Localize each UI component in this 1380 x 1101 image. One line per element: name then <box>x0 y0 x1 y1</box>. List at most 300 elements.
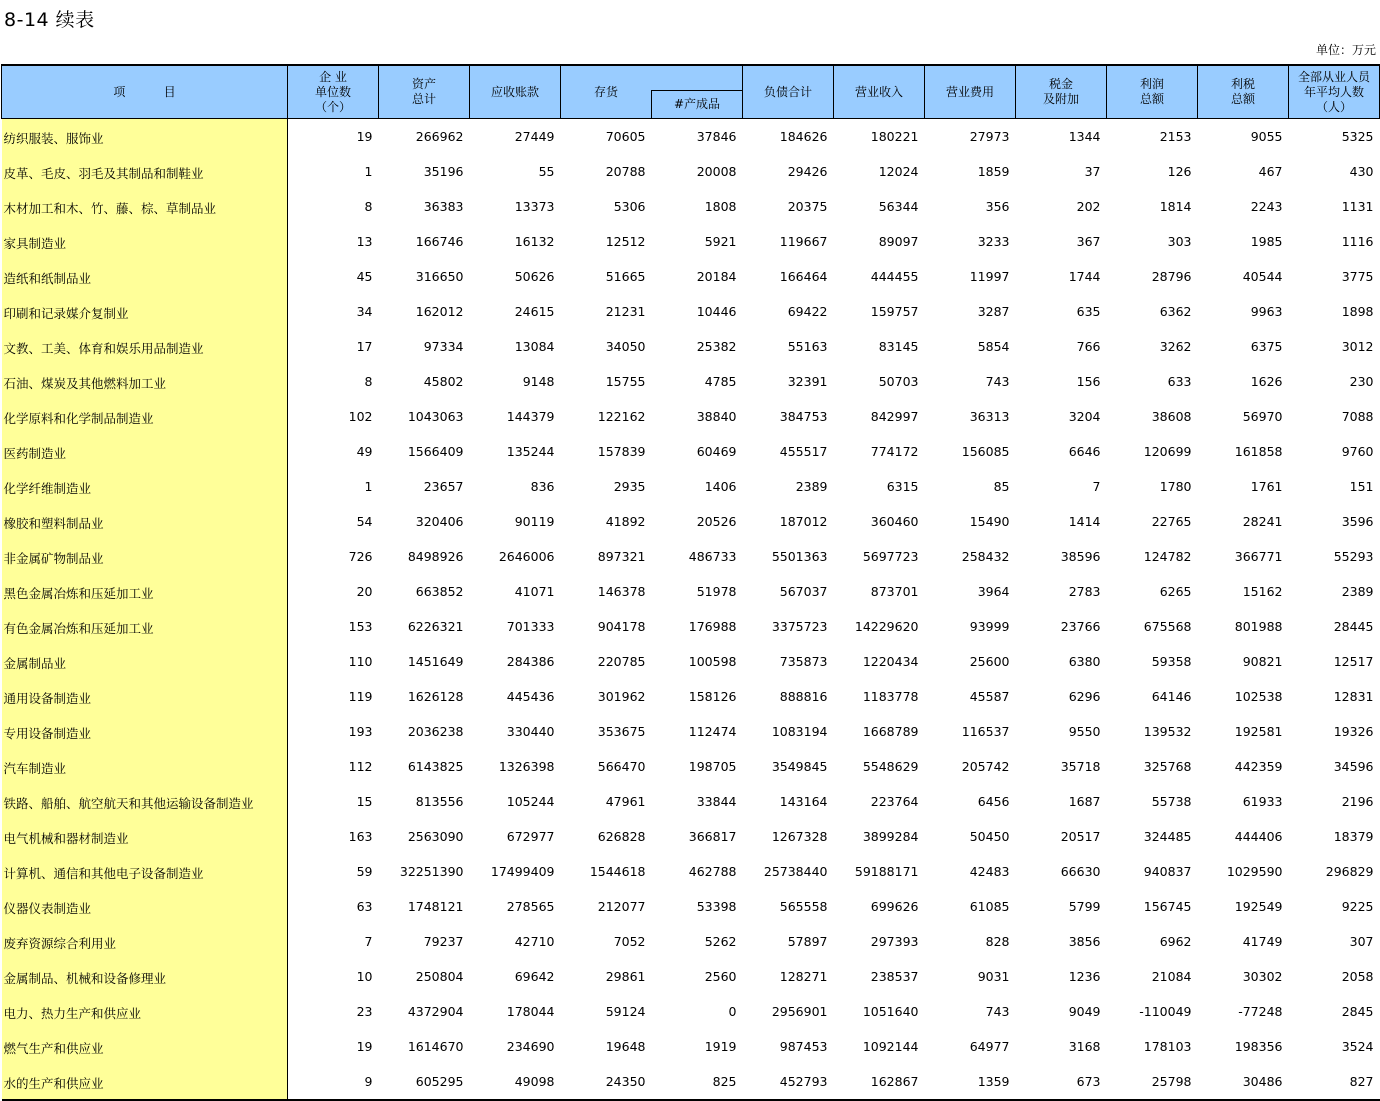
row-value: 1898 <box>1341 304 1374 319</box>
row-value: 29861 <box>605 969 646 984</box>
header-receivables: 应收账款 <box>470 65 561 119</box>
row-value: 774172 <box>870 444 919 459</box>
row-value: 61085 <box>969 899 1010 914</box>
row-value: 6375 <box>1250 339 1283 354</box>
row-value: 1414 <box>1068 514 1101 529</box>
row-value: 6962 <box>1159 934 1192 949</box>
row-value: 15755 <box>605 374 646 389</box>
row-value: 69642 <box>514 969 555 984</box>
row-value: 6143825 <box>407 759 464 774</box>
row-value: 45802 <box>423 374 464 389</box>
row-label: 橡胶和塑料制品业 <box>2 504 288 539</box>
row-value: 122162 <box>597 409 646 424</box>
row-value: 1220434 <box>862 654 919 669</box>
row-value: 23 <box>356 1004 373 1019</box>
table-row <box>2 154 1380 189</box>
row-value: 56344 <box>878 199 919 214</box>
row-label: 电气机械和器材制造业 <box>2 819 288 854</box>
row-value: 110 <box>348 654 373 669</box>
row-value: 12024 <box>878 164 919 179</box>
row-value: 486733 <box>688 549 737 564</box>
row-value: 24350 <box>561 1064 652 1100</box>
row-value: 59124 <box>605 1004 646 1019</box>
row-value: 15 <box>356 794 373 809</box>
row-value: 813556 <box>415 794 464 809</box>
row-label: 金属制品、机械和设备修理业 <box>2 959 288 994</box>
row-value: 124782 <box>1143 549 1192 564</box>
row-value: 452793 <box>743 1064 834 1100</box>
row-value: 93999 <box>969 619 1010 634</box>
row-value: 1359 <box>925 1064 1016 1100</box>
row-label: 有色金属冶炼和压延加工业 <box>2 609 288 644</box>
row-value: 14229620 <box>854 619 919 634</box>
table-row <box>2 259 1380 294</box>
row-value: 4372904 <box>407 1004 464 1019</box>
row-value: 1919 <box>704 1039 737 1054</box>
row-value: 8 <box>364 199 373 214</box>
row-value: 55163 <box>787 339 828 354</box>
row-value: 40544 <box>1242 269 1283 284</box>
row-value: 178103 <box>1143 1039 1192 1054</box>
row-value: 163 <box>348 829 373 844</box>
row-value: 3524 <box>1341 1039 1374 1054</box>
row-value: 3775 <box>1341 269 1374 284</box>
row-value: 184626 <box>779 129 828 144</box>
row-label: 水的生产和供应业 <box>2 1064 288 1100</box>
row-value: 187012 <box>779 514 828 529</box>
row-value: 3204 <box>1068 409 1101 424</box>
row-value: 144379 <box>506 409 555 424</box>
row-value: 20517 <box>1060 829 1101 844</box>
row-value: 320406 <box>415 514 464 529</box>
row-value: 238537 <box>870 969 919 984</box>
row-value: 7052 <box>613 934 646 949</box>
row-value: 90821 <box>1242 654 1283 669</box>
row-value: 100598 <box>688 654 737 669</box>
table-row <box>2 224 1380 259</box>
row-value: 5548629 <box>862 759 919 774</box>
row-label: 皮革、毛皮、羽毛及其制品和制鞋业 <box>2 154 288 189</box>
table-row <box>2 469 1380 504</box>
row-value: 3899284 <box>862 829 919 844</box>
row-value: 20526 <box>696 514 737 529</box>
row-value: 64977 <box>969 1039 1010 1054</box>
row-value: 330440 <box>506 724 555 739</box>
row-value: 128271 <box>779 969 828 984</box>
row-value: 38608 <box>1151 409 1192 424</box>
row-value: 25738440 <box>763 864 828 879</box>
row-value: 38840 <box>696 409 737 424</box>
header-employees: 全部从业人员 年平均人数 （人） <box>1289 65 1380 119</box>
row-value: 2196 <box>1341 794 1374 809</box>
row-value: 10 <box>356 969 373 984</box>
row-value: -110049 <box>1139 1004 1192 1019</box>
row-label: 黑色金属冶炼和压延加工业 <box>2 574 288 609</box>
row-value: 675568 <box>1143 619 1192 634</box>
row-value: 1116 <box>1341 234 1374 249</box>
row-value: 51665 <box>605 269 646 284</box>
row-value: 635 <box>1076 304 1101 319</box>
row-value: 3233 <box>977 234 1010 249</box>
row-value: 442359 <box>1234 759 1283 774</box>
row-value: 1626128 <box>407 689 464 704</box>
table-row <box>2 644 1380 679</box>
table-body <box>2 119 1380 1101</box>
row-value: 10446 <box>696 304 737 319</box>
row-value: 1131 <box>1341 199 1374 214</box>
row-value: 178044 <box>506 1004 555 1019</box>
row-value: 743 <box>985 374 1010 389</box>
row-value: 673 <box>1016 1064 1107 1100</box>
row-value: 12831 <box>1333 689 1374 704</box>
row-value: 1236 <box>1068 969 1101 984</box>
row-value: 12517 <box>1333 654 1374 669</box>
row-value: 63 <box>356 899 373 914</box>
row-value: 1687 <box>1068 794 1101 809</box>
row-label: 家具制造业 <box>2 224 288 259</box>
row-value: 18379 <box>1333 829 1374 844</box>
row-value: 1406 <box>704 479 737 494</box>
table-row <box>2 924 1380 959</box>
table-row <box>2 399 1380 434</box>
row-value: 301962 <box>597 689 646 704</box>
row-value: 9963 <box>1250 304 1283 319</box>
row-label: 专用设备制造业 <box>2 714 288 749</box>
row-value: -77248 <box>1238 1004 1283 1019</box>
row-value: 33844 <box>696 794 737 809</box>
table-row <box>2 1029 1380 1064</box>
row-value: 51978 <box>696 584 737 599</box>
row-value: 55738 <box>1151 794 1192 809</box>
row-value: 116537 <box>961 724 1010 739</box>
row-value: 7 <box>364 934 373 949</box>
row-value: 1985 <box>1250 234 1283 249</box>
row-value: 2036238 <box>407 724 464 739</box>
row-value: 198705 <box>688 759 737 774</box>
row-value: 83145 <box>878 339 919 354</box>
row-value: 9760 <box>1341 444 1374 459</box>
row-value: 15162 <box>1242 584 1283 599</box>
row-value: 1029590 <box>1226 864 1283 879</box>
row-value: 565558 <box>779 899 828 914</box>
header-profit-tax: 利税 总额 <box>1198 65 1289 119</box>
row-label: 燃气生产和供应业 <box>2 1029 288 1064</box>
row-value: 9055 <box>1250 129 1283 144</box>
row-value: 19 <box>356 129 373 144</box>
row-value: 701333 <box>506 619 555 634</box>
header-tax: 税金 及附加 <box>1016 65 1107 119</box>
row-value: 445436 <box>506 689 555 704</box>
row-value: 220785 <box>597 654 646 669</box>
row-value: 987453 <box>779 1039 828 1054</box>
row-value: 19 <box>356 1039 373 1054</box>
row-label: 仪器仪表制造业 <box>2 889 288 924</box>
row-value: 42483 <box>969 864 1010 879</box>
row-value: 41892 <box>605 514 646 529</box>
row-value: 25382 <box>696 339 737 354</box>
row-value: 162867 <box>834 1064 925 1100</box>
table-row <box>2 504 1380 539</box>
row-value: 9550 <box>1068 724 1101 739</box>
row-value: 2560 <box>704 969 737 984</box>
row-value: 64146 <box>1151 689 1192 704</box>
row-value: 66630 <box>1060 864 1101 879</box>
row-value: 25798 <box>1107 1064 1198 1100</box>
row-value: 384753 <box>779 409 828 424</box>
row-value: 2783 <box>1068 584 1101 599</box>
table-row <box>2 329 1380 364</box>
row-value: 6646 <box>1068 444 1101 459</box>
header-inventory: 存货 <box>561 65 652 119</box>
row-value: 5921 <box>704 234 737 249</box>
row-value: 1267328 <box>771 829 828 844</box>
row-value: 3287 <box>977 304 1010 319</box>
row-label: 石油、煤炭及其他燃料加工业 <box>2 364 288 399</box>
row-value: 157839 <box>597 444 646 459</box>
row-value: 1780 <box>1159 479 1192 494</box>
row-value: 112 <box>348 759 373 774</box>
row-value: 5854 <box>977 339 1010 354</box>
table-row <box>2 679 1380 714</box>
row-value: 4785 <box>704 374 737 389</box>
table-row <box>2 784 1380 819</box>
row-value: 23657 <box>423 479 464 494</box>
row-value: 6226321 <box>407 619 464 634</box>
row-value: 13 <box>356 234 373 249</box>
row-value: 45587 <box>969 689 1010 704</box>
row-value: 2646006 <box>498 549 555 564</box>
row-value: 11997 <box>969 269 1010 284</box>
row-value: 70605 <box>605 129 646 144</box>
row-value: 567037 <box>779 584 828 599</box>
header-expenses: 营业费用 <box>925 65 1016 119</box>
row-value: 85 <box>993 479 1010 494</box>
table-row <box>2 189 1380 224</box>
row-value: 30302 <box>1242 969 1283 984</box>
header-inventory-top <box>652 65 743 91</box>
row-value: 940837 <box>1143 864 1192 879</box>
row-value: 699626 <box>870 899 919 914</box>
row-value: 1748121 <box>407 899 464 914</box>
row-value: 0 <box>728 1004 737 1019</box>
row-value: 1814 <box>1159 199 1192 214</box>
row-value: 13373 <box>514 199 555 214</box>
row-value: 743 <box>985 1004 1010 1019</box>
row-value: 17 <box>356 339 373 354</box>
row-value: 53398 <box>696 899 737 914</box>
row-value: 6265 <box>1159 584 1192 599</box>
row-value: 1566409 <box>407 444 464 459</box>
row-value: 162012 <box>415 304 464 319</box>
table-row <box>2 294 1380 329</box>
row-value: 1326398 <box>498 759 555 774</box>
row-value: 8498926 <box>407 549 464 564</box>
row-value: 366817 <box>688 829 737 844</box>
row-value: 120699 <box>1143 444 1192 459</box>
table-row <box>2 749 1380 784</box>
row-value: 566470 <box>597 759 646 774</box>
row-value: 143164 <box>779 794 828 809</box>
row-value: 353675 <box>597 724 646 739</box>
row-value: 1 <box>364 479 373 494</box>
row-value: 61933 <box>1242 794 1283 809</box>
row-value: 34050 <box>605 339 646 354</box>
row-value: 55293 <box>1333 549 1374 564</box>
row-value: 1614670 <box>407 1039 464 1054</box>
table-row <box>2 434 1380 469</box>
row-value: 230 <box>1349 374 1374 389</box>
row-value: 27973 <box>969 129 1010 144</box>
row-label: 印刷和记录媒介复制业 <box>2 294 288 329</box>
row-value: 2845 <box>1341 1004 1374 1019</box>
row-value: 5325 <box>1341 129 1374 144</box>
row-value: 27449 <box>514 129 555 144</box>
row-value: 626828 <box>597 829 646 844</box>
row-value: 1668789 <box>862 724 919 739</box>
table-header <box>2 65 1380 119</box>
row-value: 24615 <box>514 304 555 319</box>
row-value: 430 <box>1349 164 1374 179</box>
row-value: 726 <box>348 549 373 564</box>
row-value: 663852 <box>415 584 464 599</box>
row-label: 计算机、通信和其他电子设备制造业 <box>2 854 288 889</box>
row-value: 32391 <box>787 374 828 389</box>
row-value: 258432 <box>961 549 1010 564</box>
row-value: 605295 <box>379 1064 470 1100</box>
header-profit: 利润 总额 <box>1107 65 1198 119</box>
table-title: 8-14 续表 <box>4 9 95 31</box>
row-value: 146378 <box>597 584 646 599</box>
table-row <box>2 994 1380 1029</box>
row-value: 1544618 <box>589 864 646 879</box>
row-value: 462788 <box>688 864 737 879</box>
row-label: 纺织服装、服饰业 <box>2 119 288 155</box>
row-value: 9031 <box>977 969 1010 984</box>
row-value: 49 <box>356 444 373 459</box>
row-value: 6315 <box>886 479 919 494</box>
row-value: 180221 <box>870 129 919 144</box>
row-label: 化学原料和化学制品制造业 <box>2 399 288 434</box>
row-value: 50626 <box>514 269 555 284</box>
row-value: 297393 <box>870 934 919 949</box>
row-label: 非金属矿物制品业 <box>2 539 288 574</box>
row-value: 303 <box>1167 234 1192 249</box>
row-value: 79237 <box>423 934 464 949</box>
row-value: 37846 <box>696 129 737 144</box>
row-label: 金属制品业 <box>2 644 288 679</box>
row-value: 20008 <box>696 164 737 179</box>
row-value: 29426 <box>787 164 828 179</box>
row-value: 193 <box>348 724 373 739</box>
row-value: 158126 <box>688 689 737 704</box>
row-value: 1083194 <box>771 724 828 739</box>
row-value: 105244 <box>506 794 555 809</box>
row-value: 284386 <box>506 654 555 669</box>
row-value: 5306 <box>613 199 646 214</box>
row-value: 8 <box>364 374 373 389</box>
row-value: 2058 <box>1341 969 1374 984</box>
row-value: 324485 <box>1143 829 1192 844</box>
row-value: 801988 <box>1234 619 1283 634</box>
row-value: 3964 <box>977 584 1010 599</box>
row-value: 19648 <box>605 1039 646 1054</box>
row-value: 60469 <box>696 444 737 459</box>
row-value: 32251390 <box>399 864 464 879</box>
row-value: 278565 <box>506 899 555 914</box>
row-value: 1051640 <box>862 1004 919 1019</box>
row-value: 2956901 <box>771 1004 828 1019</box>
row-value: 1744 <box>1068 269 1101 284</box>
row-value: 159757 <box>870 304 919 319</box>
row-value: 836 <box>530 479 555 494</box>
row-value: 467 <box>1258 164 1283 179</box>
row-value: 205742 <box>961 759 1010 774</box>
row-value: 90119 <box>514 514 555 529</box>
row-value: 59 <box>356 864 373 879</box>
row-value: 6296 <box>1068 689 1101 704</box>
row-value: 20375 <box>787 199 828 214</box>
table-row <box>2 889 1380 924</box>
row-label: 废弃资源综合利用业 <box>2 924 288 959</box>
row-value: 3262 <box>1159 339 1192 354</box>
row-value: 2243 <box>1250 199 1283 214</box>
row-value: 198356 <box>1234 1039 1283 1054</box>
row-value: 41749 <box>1242 934 1283 949</box>
row-label: 通用设备制造业 <box>2 679 288 714</box>
row-value: 17499409 <box>490 864 555 879</box>
row-value: 57897 <box>787 934 828 949</box>
row-value: 59188171 <box>854 864 919 879</box>
row-value: 192549 <box>1234 899 1283 914</box>
row-value: 7 <box>1092 479 1101 494</box>
row-value: 9 <box>288 1064 379 1100</box>
row-value: 69422 <box>787 304 828 319</box>
row-label: 医药制造业 <box>2 434 288 469</box>
table-row <box>2 609 1380 644</box>
row-value: 102538 <box>1234 689 1283 704</box>
row-value: 2153 <box>1159 129 1192 144</box>
row-value: 234690 <box>506 1039 555 1054</box>
row-value: 266962 <box>415 129 464 144</box>
row-value: 9148 <box>522 374 555 389</box>
row-value: 5799 <box>1068 899 1101 914</box>
row-value: 735873 <box>779 654 828 669</box>
row-value: 366771 <box>1234 549 1283 564</box>
row-value: 28796 <box>1151 269 1192 284</box>
row-value: 30486 <box>1198 1064 1289 1100</box>
header-finished-goods: #产成品 <box>652 91 743 119</box>
row-value: 20 <box>356 584 373 599</box>
row-value: 3596 <box>1341 514 1374 529</box>
row-label: 铁路、船舶、航空航天和其他运输设备制造业 <box>2 784 288 819</box>
row-value: 23766 <box>1060 619 1101 634</box>
row-label: 造纸和纸制品业 <box>2 259 288 294</box>
row-value: 176988 <box>688 619 737 634</box>
row-value: 2389 <box>795 479 828 494</box>
row-value: 25600 <box>969 654 1010 669</box>
header-enterprises: 企 业 单位数 （个） <box>288 65 379 119</box>
unit-label: 单位：万元 <box>1315 43 1376 57</box>
row-value: 9049 <box>1068 1004 1101 1019</box>
table-row <box>2 119 1380 155</box>
row-value: 192581 <box>1234 724 1283 739</box>
row-value: 444406 <box>1234 829 1283 844</box>
row-value: 1859 <box>977 164 1010 179</box>
row-value: 54 <box>356 514 373 529</box>
row-value: 28445 <box>1333 619 1374 634</box>
row-value: 325768 <box>1143 759 1192 774</box>
row-value: 21084 <box>1151 969 1192 984</box>
